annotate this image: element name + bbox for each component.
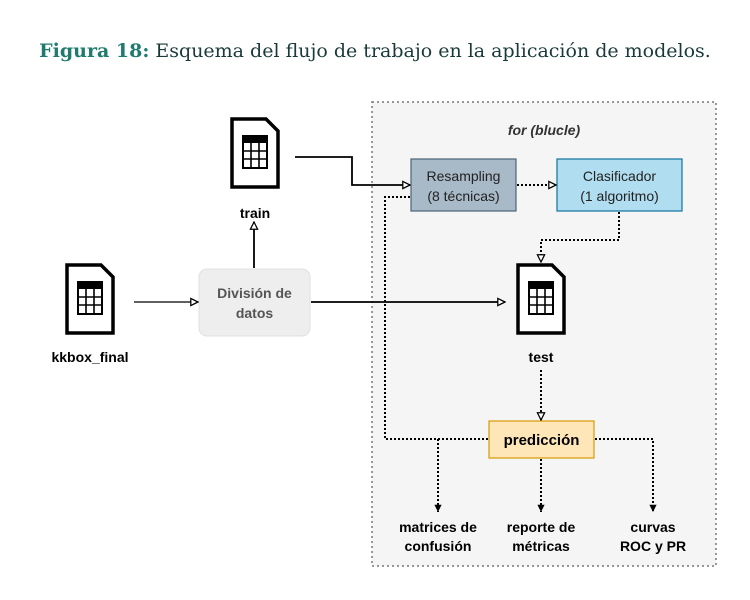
kkbox-label: kkbox_final [51,349,129,365]
resampling-line2: (8 técnicas) [427,188,500,204]
resampling-line1: Resampling [426,168,501,184]
train-file-icon [232,119,278,187]
output-matrices-line1: matrices de [399,519,477,535]
division-box [199,269,310,336]
prediccion-label: predicción [503,432,580,449]
kkbox-file-icon [67,265,113,333]
test-file-icon [518,265,564,333]
division-line1: División de [217,285,292,301]
clasificador-line2: (1 algoritmo) [580,188,659,204]
output-matrices-line2: confusión [404,538,472,554]
clasificador-line1: Clasificador [582,168,657,184]
output-reporte-line1: reporte de [506,519,576,535]
output-reporte-line2: métricas [512,538,570,554]
test-label: test [528,349,554,365]
figure-label: Figura 18: [39,40,150,62]
figure-caption-text: Esquema del flujo de trabajo en la aplicación de modelos. [155,40,711,62]
loop-title: for (blucle) [507,122,581,138]
train-label: train [239,205,271,221]
output-curvas-line2: ROC y PR [619,538,687,554]
output-curvas-line1: curvas [630,519,676,535]
division-line2: datos [235,305,274,321]
